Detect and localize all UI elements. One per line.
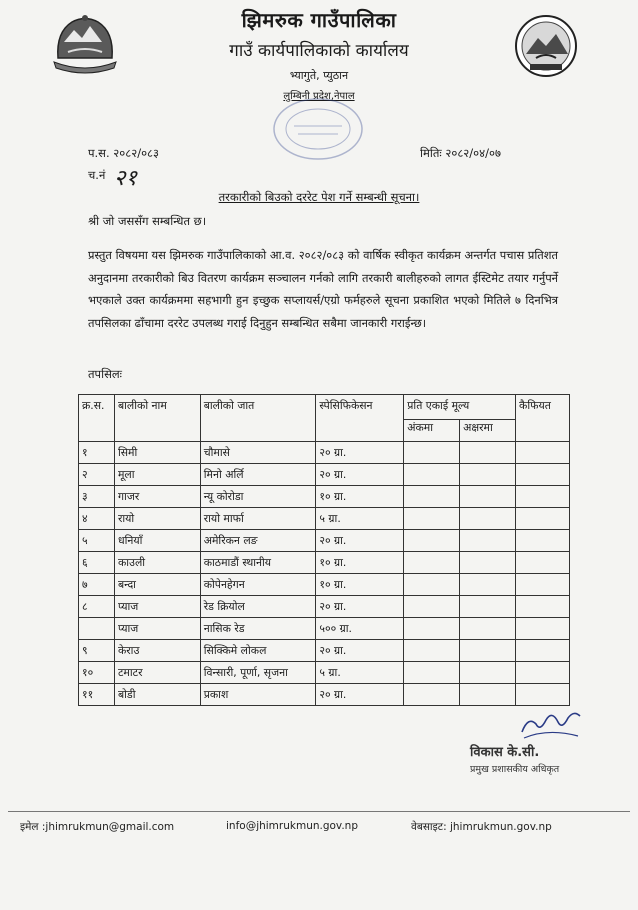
office-stamp-icon [272,96,364,162]
header-unit-price: प्रति एकाई मूल्य [404,395,516,420]
row-remarks [516,618,570,640]
salutation: श्री जो जससँग सम्बन्धित छ। [88,214,207,228]
row-specification: १० ग्रा. [316,574,404,596]
municipality-name: झिमरुक गाउँपालिका [241,8,397,32]
signatory-title: प्रमुख प्रशासकीय अधिकृत [470,764,560,775]
table-row [79,684,570,706]
row-serial: ४ [79,508,115,530]
row-price-words [460,684,516,706]
row-remarks [516,596,570,618]
row-crop: टमाटर [114,662,200,684]
table-row [79,574,570,596]
row-price-words [460,508,516,530]
row-variety: सिक्किमे लोकल [200,640,316,662]
row-specification: २० ग्रा. [316,530,404,552]
table-row [79,464,570,486]
row-remarks [516,662,570,684]
row-serial: २ [79,464,115,486]
row-crop: मूला [114,464,200,486]
header-remarks: कैफियत [516,395,570,442]
row-specification: २० ग्रा. [316,464,404,486]
row-price-figures [404,574,460,596]
chalan-number: २१ [114,166,137,191]
office-location: भ्यागुते, प्युठान [289,69,349,82]
row-specification: ५ ग्रा. [316,508,404,530]
row-specification: ५०० ग्रा. [316,618,404,640]
row-serial: ९ [79,640,115,662]
row-serial: ५ [79,530,115,552]
row-remarks [516,442,570,464]
row-crop: सिमी [114,442,200,464]
office-name: गाउँ कार्यपालिकाको कार्यालय [229,41,409,61]
row-price-figures [404,684,460,706]
row-variety: चौमासे [200,442,316,464]
row-price-figures [404,640,460,662]
row-serial: ७ [79,574,115,596]
row-variety: प्रकाश [200,684,316,706]
header-crop: बालीको नाम [114,395,200,442]
footer-website: वेबसाइट: jhimrukmun.gov.np [411,821,552,833]
row-price-figures [404,486,460,508]
row-price-words [460,530,516,552]
row-remarks [516,486,570,508]
row-serial: ११ [79,684,115,706]
row-variety: न्यू कोरोडा [200,486,316,508]
row-price-figures [404,596,460,618]
row-price-words [460,464,516,486]
row-variety: विन्सारी, पूर्णा, सृजना [200,662,316,684]
reference-number: प.स. २०८२/०८३ [88,146,160,160]
signatory-name: विकास के.सी. [470,745,540,760]
row-price-words [460,618,516,640]
row-price-words [460,574,516,596]
row-price-words [460,486,516,508]
details-label: तपसिलः [88,367,122,381]
row-price-figures [404,618,460,640]
row-crop: प्याज [114,618,200,640]
row-price-words [460,552,516,574]
row-remarks [516,508,570,530]
table-row [79,662,570,684]
row-crop: प्याज [114,596,200,618]
row-specification: १० ग्रा. [316,486,404,508]
row-price-figures [404,662,460,684]
header-in-words: अक्षरमा [460,420,516,442]
row-price-words [460,662,516,684]
row-specification: २० ग्रा. [316,640,404,662]
row-price-figures [404,552,460,574]
header-in-figures: अंकमा [404,420,460,442]
footer-email: इमेल :jhimrukmun@gmail.com [20,821,175,833]
table-row [79,640,570,662]
row-price-figures [404,530,460,552]
row-price-words [460,640,516,662]
row-remarks [516,530,570,552]
municipality-logo-icon [514,14,578,78]
row-remarks [516,464,570,486]
row-specification: २० ग्रा. [316,442,404,464]
table-row [79,618,570,640]
row-serial: १ [79,442,115,464]
table-row [79,508,570,530]
chalan-label: च.नं [88,168,106,182]
table-row [79,552,570,574]
footer-divider [8,811,630,812]
row-variety: काठमाडौं स्थानीय [200,552,316,574]
table-row [79,442,570,464]
seed-rate-table [78,394,570,706]
row-serial: ८ [79,596,115,618]
row-price-figures [404,442,460,464]
issue-date: मितिः २०८२/०४/०७ [420,146,501,160]
notice-subject: तरकारीको बिउको दररेट पेश गर्ने सम्बन्धी सूचना। [218,190,420,204]
header-variety: बालीको जात [200,395,316,442]
row-crop: धनियाँ [114,530,200,552]
row-specification: ५ ग्रा. [316,662,404,684]
row-price-words [460,596,516,618]
row-variety: नासिक रेड [200,618,316,640]
row-variety: कोपेनहेगन [200,574,316,596]
row-crop: काउली [114,552,200,574]
row-serial: १० [79,662,115,684]
row-variety: रेड क्रियोल [200,596,316,618]
row-specification: २० ग्रा. [316,684,404,706]
row-crop: गाजर [114,486,200,508]
row-crop: रायो [114,508,200,530]
row-specification: १० ग्रा. [316,552,404,574]
table-row [79,530,570,552]
row-serial [79,618,115,640]
row-remarks [516,574,570,596]
row-price-words [460,442,516,464]
office-province: लुम्बिनी प्रदेश,नेपाल [283,91,355,102]
row-price-figures [404,464,460,486]
header-specification: स्पेसिफिकेसन [316,395,404,442]
notice-body: प्रस्तुत विषयमा यस झिमरुक गाउँपालिकाको आ.व. २०८२/०८३ को वार्षिक स्वीकृत कार्यक्रम अन्तर्गत पचास प्रतिशत अनुदानमा तरकारीको बिउ वितरण कार्यक्रम सञ्चालन गर्नको लागि तरकारी बालीहरुको लागत ईस्टिमेट तयार गर्नुपर्ने भएकाले उक्त कार्यक्रममा सहभागी हुन इच्छुक सप्लायर्स/एग्रो फर्महरुले सूचना प्रकाशित भएको मितिले ७ दिनभित्र तपसिलका ढाँचामा दररेट उपलब्ध गराई दिनुहुन सम्बन्धित सबैमा जानकारी गराईन्छ। [88,248,558,330]
header-serial: क्र.स. [79,395,115,442]
table-row [79,596,570,618]
row-variety: अमेरिकन लङ [200,530,316,552]
row-variety: मिनो अर्लि [200,464,316,486]
handwritten-signature-icon [518,702,584,742]
row-crop: बोडी [114,684,200,706]
row-serial: ६ [79,552,115,574]
footer-info-email: info@jhimrukmun.gov.np [226,820,358,832]
table-row [79,486,570,508]
row-serial: ३ [79,486,115,508]
row-price-figures [404,508,460,530]
row-variety: रायो मार्फा [200,508,316,530]
row-crop: केराउ [114,640,200,662]
row-crop: बन्दा [114,574,200,596]
row-remarks [516,640,570,662]
row-specification: २० ग्रा. [316,596,404,618]
row-remarks [516,552,570,574]
